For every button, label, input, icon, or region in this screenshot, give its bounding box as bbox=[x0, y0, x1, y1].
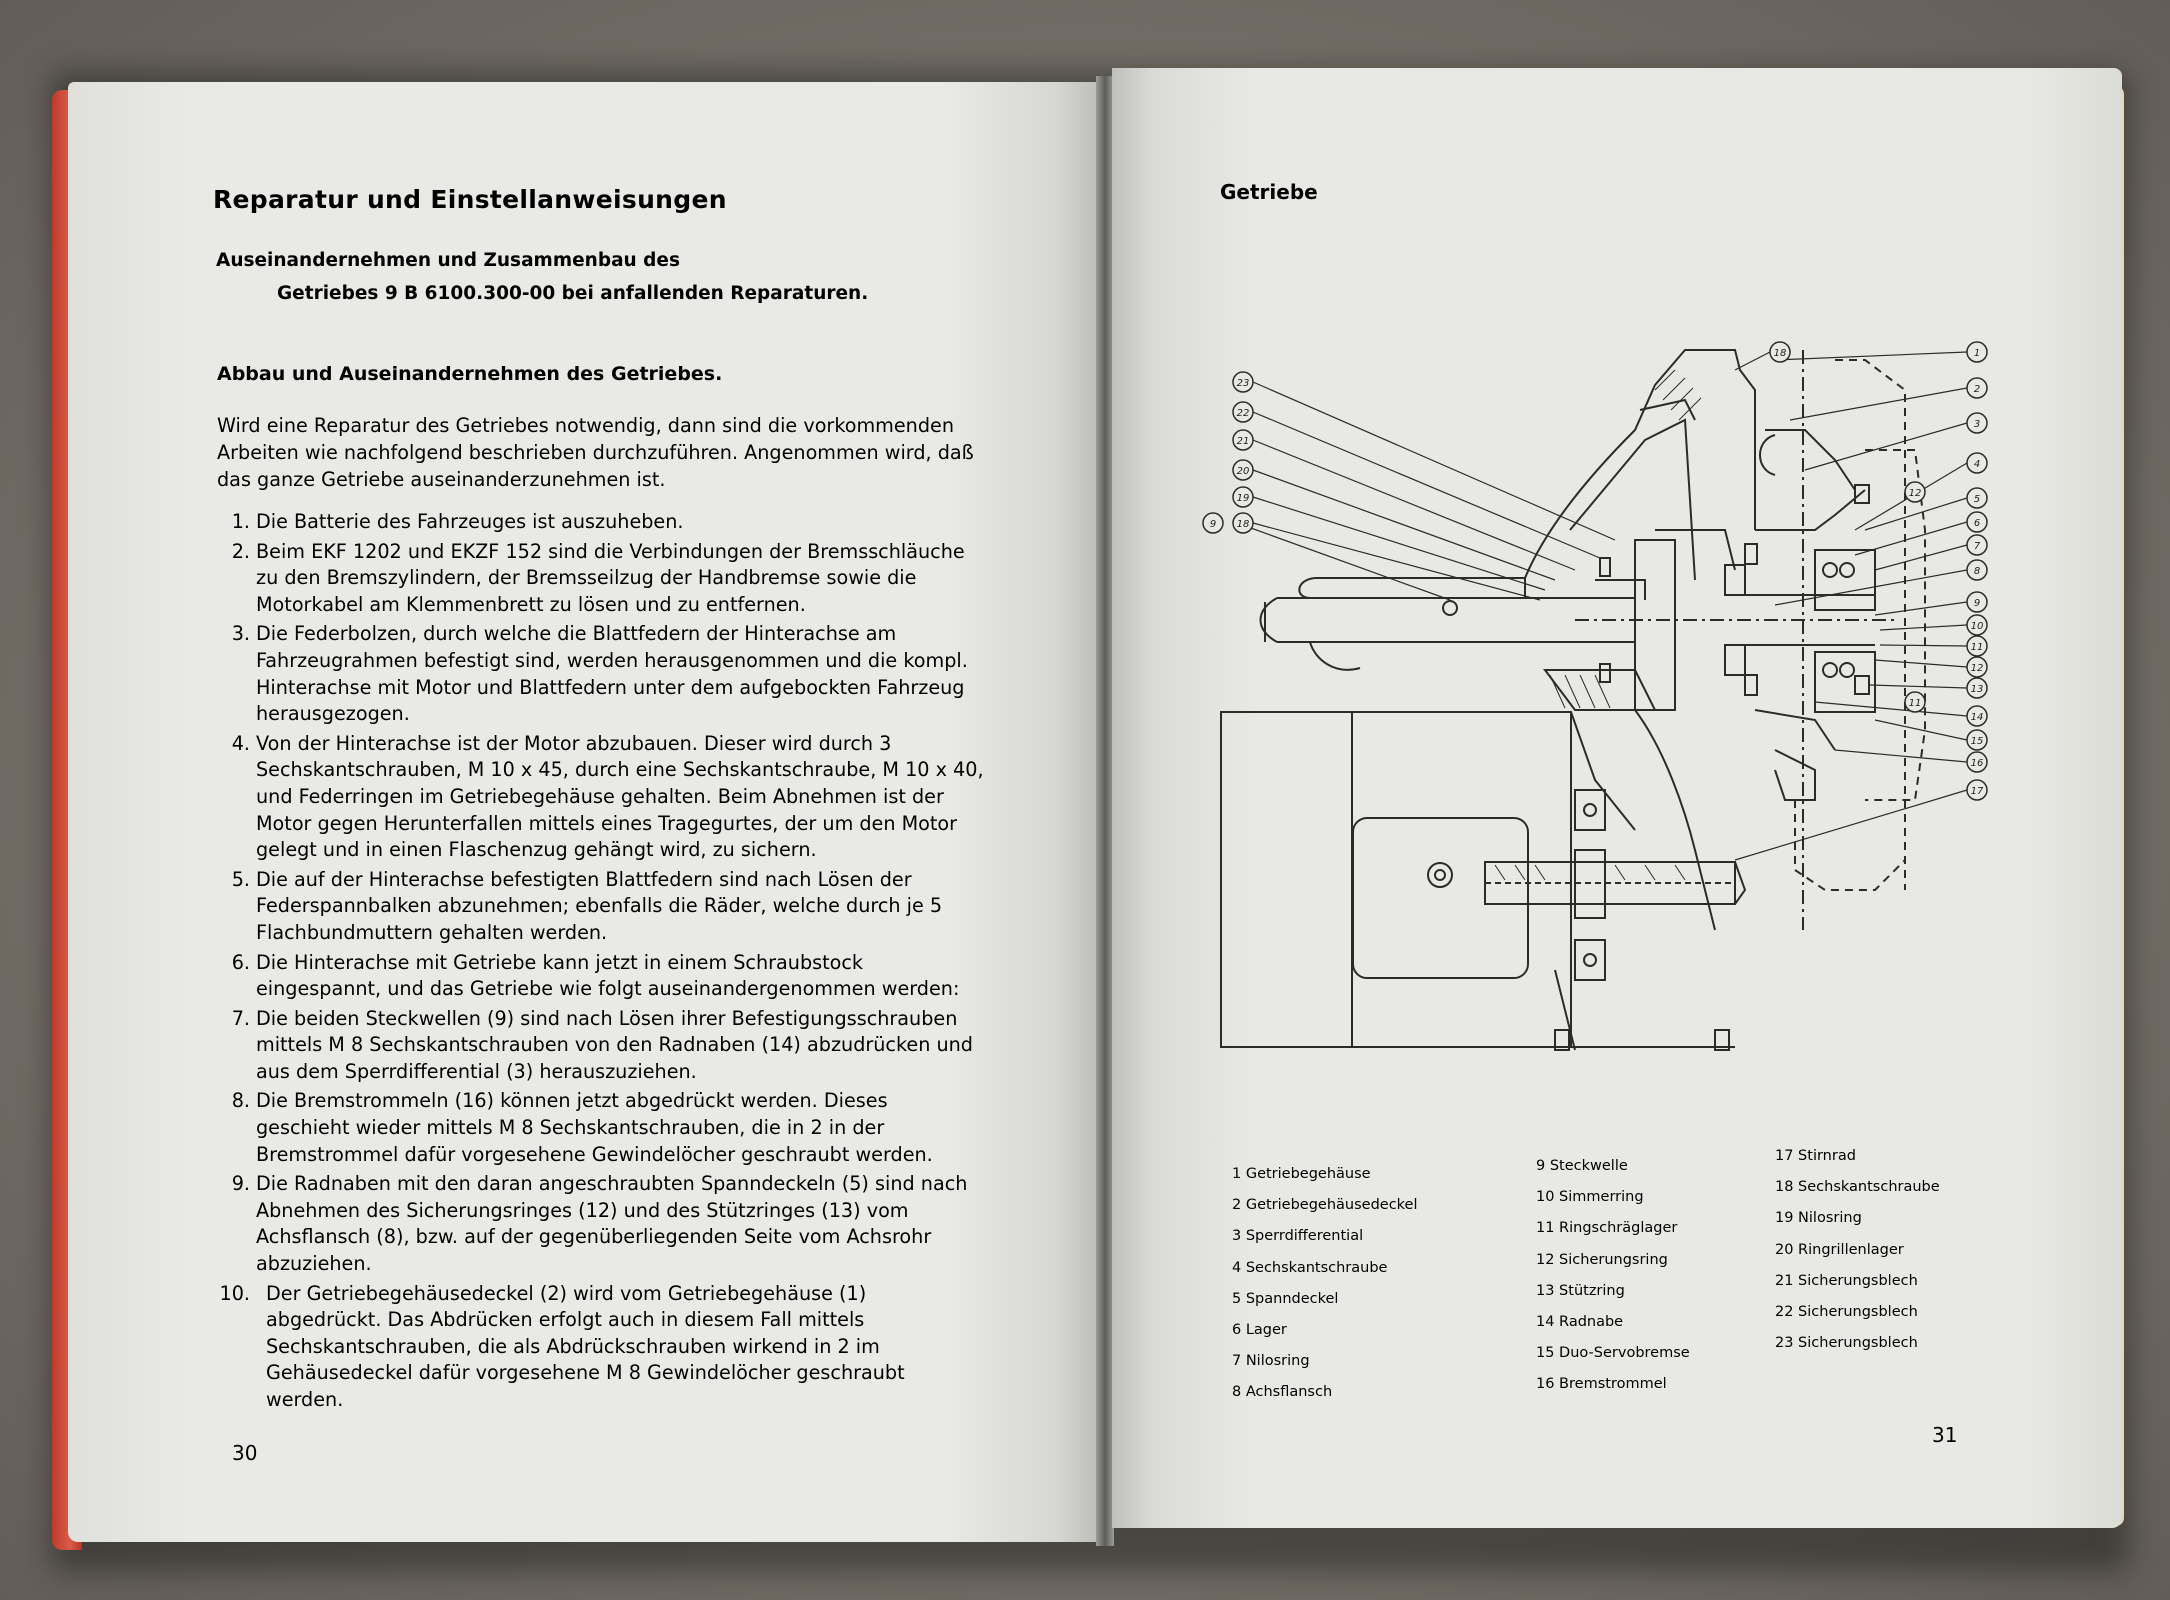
callout-label: 20 bbox=[1236, 466, 1250, 477]
callout-label: 19 bbox=[1236, 493, 1250, 504]
callout-label: 8 bbox=[1973, 566, 1981, 577]
page-number-left: 30 bbox=[232, 1441, 258, 1465]
callout-label: 12 bbox=[1970, 663, 1984, 674]
list-item-number: 2. bbox=[231, 539, 250, 563]
list-item-number: 1. bbox=[231, 510, 250, 533]
callout-label: 10 bbox=[1970, 621, 1984, 632]
list-item bbox=[226, 509, 986, 536]
legend-item: 23 Sicherungsblech bbox=[1775, 1335, 1918, 1352]
list-item-number: 8. bbox=[231, 1089, 250, 1113]
legend-column-3 bbox=[1775, 1141, 1940, 1359]
list-item bbox=[226, 1006, 986, 1086]
legend-item: 5 Spanndeckel bbox=[1232, 1290, 1339, 1307]
list-item-text: Die Bremstrommeln (16) können jetzt abgedrückt werden. Dieses geschieht wieder mittels M 8 Sechskantschrauben, die in 2 in der Bremstrommel dafür vorgesehene Gewindelöcher geschraubt werden. bbox=[256, 1089, 933, 1166]
legend-column-1 bbox=[1232, 1159, 1418, 1409]
list-item-number: 7. bbox=[231, 1006, 250, 1030]
legend-item: 21 Sicherungsblech bbox=[1775, 1272, 1918, 1289]
callout-label: 2 bbox=[1973, 384, 1981, 395]
list-item bbox=[226, 1088, 986, 1168]
section-heading: Abbau und Auseinandernehmen des Getriebes. bbox=[217, 363, 723, 385]
legend-item: 12 Sicherungsring bbox=[1536, 1251, 1668, 1268]
legend-item: 13 Stützring bbox=[1536, 1282, 1625, 1299]
list-item-text: Die Radnaben mit den daran angeschraubten Spanndeckeln (5) sind nach Abnehmen des Sicherungsringes (12) und des Stützringes (13) vom Achsflansch (8), bzw. auf der gegenüberliegenden Seite vom Achsrohr abzuziehen. bbox=[256, 1172, 968, 1276]
callout-label: 9 bbox=[1973, 598, 1981, 609]
legend-column-2 bbox=[1536, 1151, 1690, 1401]
callout-label: 13 bbox=[1970, 684, 1984, 695]
legend-item: 2 Getriebegehäusedeckel bbox=[1232, 1197, 1418, 1214]
callout-label: 12 bbox=[1908, 488, 1922, 499]
legend-item: 9 Steckwelle bbox=[1536, 1158, 1628, 1174]
legend-item: 17 Stirnrad bbox=[1775, 1148, 1856, 1164]
list-item-number: 5. bbox=[231, 867, 250, 891]
callout-label: 14 bbox=[1970, 712, 1984, 723]
list-item-text: Der Getriebegehäusedeckel (2) wird vom Getriebegehäuse (1) abgedrückt. Das Abdrücken erfolgt auch in diesem Fall mittels Sechskantschrauben, die als Abdrückschrauben wirkend in 2 im Gehäusedeckel dafür vorgesehene M 8 Gewindelöcher geschraubt werden. bbox=[266, 1281, 905, 1411]
list-item-number: 9. bbox=[231, 1172, 250, 1196]
callout-label: 15 bbox=[1970, 736, 1984, 747]
list-item bbox=[226, 539, 986, 619]
callout-label: 11 bbox=[1908, 698, 1922, 709]
legend-item: 15 Duo-Servobremse bbox=[1536, 1345, 1690, 1362]
callout-label: 6 bbox=[1973, 518, 1981, 529]
callout-label: 3 bbox=[1973, 419, 1981, 430]
legend-item: 19 Nilosring bbox=[1775, 1210, 1862, 1227]
callout-label: 9 bbox=[1209, 519, 1217, 530]
legend-item: 3 Sperrdifferential bbox=[1232, 1228, 1364, 1245]
list-item bbox=[226, 731, 986, 864]
callout-label: 7 bbox=[1973, 541, 1981, 552]
legend-item: 14 Radnabe bbox=[1536, 1314, 1624, 1331]
list-item bbox=[226, 621, 986, 727]
callout-label: 1 bbox=[1973, 348, 1981, 359]
intro-paragraph: Wird eine Reparatur des Getriebes notwendig, dann sind die vorkommenden Arbeiten wie nachfolgend beschrieben durchzuführen. Angenommen wird, daß das ganze Getriebe auseinanderzunehmen ist. bbox=[217, 414, 974, 491]
callout-label: 23 bbox=[1236, 378, 1250, 389]
subtitle-line-2: Getriebes 9 B 6100.300-00 bei anfallenden Reparaturen. bbox=[277, 283, 869, 304]
legend-item: 4 Sechskantschraube bbox=[1232, 1259, 1388, 1276]
callout-label: 16 bbox=[1970, 758, 1984, 769]
list-item-number: 6. bbox=[231, 950, 250, 974]
list-item-text: Beim EKF 1202 und EKZF 152 sind die Verbindungen der Bremsschläuche zu den Bremszylindern, der Bremsseilzug der Handbremse sowie die Motorkabel am Klemmenbrett zu lösen und zu entfernen. bbox=[256, 539, 965, 616]
list-item bbox=[226, 1171, 986, 1277]
list-item-number: 4. bbox=[231, 731, 250, 755]
list-item-text: Die beiden Steckwellen (9) sind nach Lösen ihrer Befestigungsschrauben mittels M 8 Sechskantschrauben von den Radnaben (14) abzudrücken und aus dem Sperrdifferential (3) herauszuziehen. bbox=[256, 1006, 973, 1083]
legend-item: 11 Ringschräglager bbox=[1536, 1220, 1678, 1237]
callout-label: 4 bbox=[1973, 459, 1981, 470]
list-item bbox=[226, 950, 986, 1003]
instruction-list bbox=[219, 509, 986, 1417]
legend-item: 20 Ringrillenlager bbox=[1775, 1241, 1904, 1258]
list-item-text: Die Federbolzen, durch welche die Blattfedern der Hinterachse am Fahrzeugrahmen befestigt sind, werden herausgenommen und die kompl. Hinterachse mit Motor und Blattfedern unter dem aufgebockten Fahrzeug herausgezogen. bbox=[256, 622, 968, 726]
list-item-text: Von der Hinterachse ist der Motor abzubauen. Dieser wird durch 3 Sechskantschrauben, M 10 x 45, durch eine Sechskantschraube, M 10 x 40, und Federringen im Getriebegehäuse gehalten. Beim Abnehmen ist der Motor gegen Herunterfallen mittels eines Tragegurtes, der um den Motor gelegt und in einen Flaschenzug gehängt wird, zu sichern. bbox=[256, 731, 984, 862]
gearbox-cross-section-diagram bbox=[1209, 330, 1985, 1060]
list-item bbox=[226, 867, 986, 947]
callout-label: 18 bbox=[1773, 348, 1787, 359]
list-item-number: 10. bbox=[219, 1281, 250, 1305]
legend-item: 18 Sechskantschraube bbox=[1775, 1179, 1940, 1196]
legend-item: 10 Simmerring bbox=[1536, 1189, 1644, 1206]
callout-label: 11 bbox=[1970, 642, 1984, 653]
legend-item: 6 Lager bbox=[1232, 1322, 1287, 1339]
legend-item: 1 Getriebegehäuse bbox=[1232, 1166, 1371, 1182]
callout-label: 5 bbox=[1973, 494, 1981, 505]
callout-label: 17 bbox=[1970, 786, 1984, 797]
list-item-text: Die Hinterachse mit Getriebe kann jetzt in einem Schraubstock eingespannt, und das Getriebe wie folgt auseinandergenommen werden: bbox=[256, 950, 960, 1001]
diagram-title: Getriebe bbox=[1220, 180, 1318, 204]
callout-label: 21 bbox=[1236, 436, 1250, 447]
list-item-text: Die auf der Hinterachse befestigten Blattfedern sind nach Lösen der Federspannbalken abzunehmen; ebenfalls die Räder, welche durch je 5 Flachbundmuttern gehalten werden. bbox=[256, 867, 943, 944]
legend-item: 7 Nilosring bbox=[1232, 1353, 1310, 1370]
list-item bbox=[219, 1281, 986, 1414]
subtitle-line-1: Auseinandernehmen und Zusammenbau des bbox=[216, 250, 680, 271]
page-number-right: 31 bbox=[1932, 1423, 1958, 1447]
legend-item: 16 Bremstrommel bbox=[1536, 1376, 1667, 1393]
callout-label: 18 bbox=[1236, 519, 1250, 530]
legend-item: 22 Sicherungsblech bbox=[1775, 1304, 1918, 1321]
list-item-text: Die Batterie des Fahrzeuges ist auszuheben. bbox=[256, 510, 684, 533]
callout-label: 22 bbox=[1236, 408, 1250, 419]
page-title: Reparatur und Einstellanweisungen bbox=[213, 185, 727, 214]
list-item-number: 3. bbox=[231, 622, 250, 646]
legend-item: 8 Achsflansch bbox=[1232, 1384, 1333, 1401]
